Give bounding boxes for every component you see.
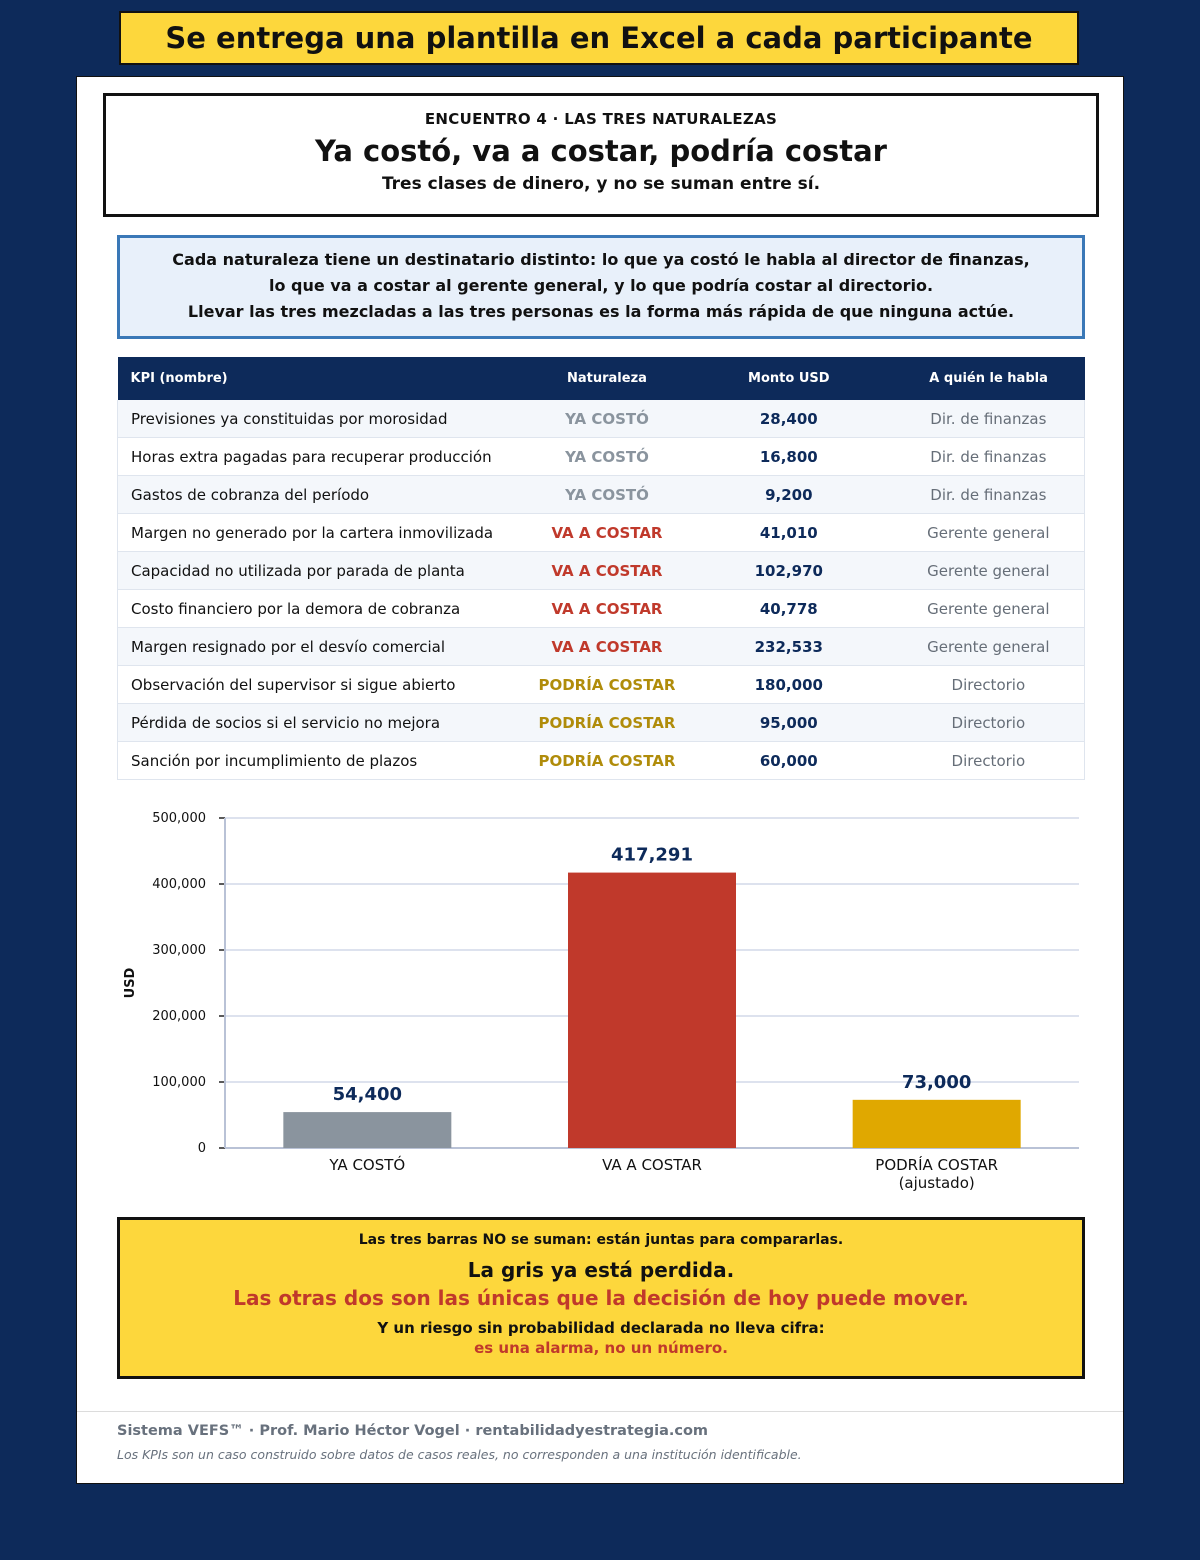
y-tick-label: 500,000 [152,811,206,826]
nature-bar-chart [77,777,1125,1197]
kpi-name-cell: Margen no generado por la cartera inmovilizada [118,514,530,552]
table-row [118,590,1085,628]
amount-cell: 40,778 [685,590,893,628]
bar-value-label: 73,000 [901,1071,972,1093]
amount-cell: 28,400 [685,400,893,438]
kpi-name-cell: Gastos de cobranza del período [118,476,530,514]
x-category-label: YA COSTÓ [329,1156,406,1174]
y-tick-label: 400,000 [152,877,206,892]
amount-cell: 9,200 [685,476,893,514]
nature-cell: PODRÍA COSTAR [529,704,685,742]
header-box [103,93,1099,217]
bar-3 [853,1100,1021,1148]
takeaway-line-4: es una alarma, no un número. [474,1339,728,1357]
nature-cell: VA A COSTAR [529,628,685,666]
y-tick-label: 100,000 [152,1075,206,1090]
audience-cell: Gerente general [893,552,1085,590]
top-banner: Se entrega una plantilla en Excel a cada participante [119,11,1079,65]
takeaway-note: Las tres barras NO se suman: están juntas para compararlas. [358,1232,844,1248]
amount-cell: 180,000 [685,666,893,704]
audience-cell: Gerente general [893,590,1085,628]
y-tick-label: 200,000 [152,1009,206,1024]
footer-disclaimer: Los KPIs son un caso construido sobre datos de casos reales, no corresponden a una institución identificable. [117,1447,802,1462]
column-header-audience: A quién le habla [893,357,1085,400]
takeaway-line-2: Las otras dos son las únicas que la decisión de hoy puede mover. [233,1286,969,1310]
table-row [118,742,1085,780]
audience-cell: Gerente general [893,628,1085,666]
intro-line: Cada naturaleza tiene un destinatario distinto: lo que ya costó le habla al director de finanzas, [172,250,1030,269]
nature-cell: VA A COSTAR [529,552,685,590]
intro-line: lo que va a costar al gerente general, y lo que podría costar al directorio. [268,276,934,295]
kpi-name-cell: Sanción por incumplimiento de plazos [118,742,530,780]
kpi-name-cell: Capacidad no utilizada por parada de planta [118,552,530,590]
footer-credit: Sistema VEFS™ · Prof. Mario Héctor Vogel · rentabilidadyestrategia.com [117,1423,709,1439]
table-row [118,514,1085,552]
kpi-table [117,357,1085,780]
amount-cell: 16,800 [685,438,893,476]
audience-cell: Directorio [893,704,1085,742]
takeaway-line-1: La gris ya está perdida. [467,1258,735,1282]
nature-cell: VA A COSTAR [529,514,685,552]
audience-cell: Directorio [893,742,1085,780]
page-subtitle: Tres clases de dinero, y no se suman entre sí. [381,174,821,194]
nature-cell: PODRÍA COSTAR [529,742,685,780]
audience-cell: Directorio [893,666,1085,704]
intro-box [117,235,1085,339]
kpi-name-cell: Horas extra pagadas para recuperar producción [118,438,530,476]
kpi-name-cell: Previsiones ya constituidas por morosidad [118,400,530,438]
kpi-name-cell: Margen resignado por el desvío comercial [118,628,530,666]
x-category-label: VA A COSTAR [602,1156,702,1174]
x-category-label: (ajustado) [898,1174,975,1192]
kpi-table-body [118,400,1085,780]
column-header-amount: Monto USD [685,357,893,400]
nature-cell: YA COSTÓ [529,400,685,438]
nature-cell: VA A COSTAR [529,590,685,628]
amount-cell: 60,000 [685,742,893,780]
chart-svg [77,777,1125,1197]
x-category-label: PODRÍA COSTAR [875,1156,999,1174]
amount-cell: 102,970 [685,552,893,590]
table-row [118,476,1085,514]
kpi-name-cell: Pérdida de socios si el servicio no mejora [118,704,530,742]
footer-divider [77,1411,1123,1412]
audience-cell: Dir. de finanzas [893,438,1085,476]
amount-cell: 232,533 [685,628,893,666]
bar-value-label: 54,400 [332,1084,403,1106]
table-row [118,666,1085,704]
table-row [118,628,1085,666]
bar-value-label: 417,291 [611,844,693,866]
audience-cell: Gerente general [893,514,1085,552]
bar-1 [283,1112,451,1148]
table-row [118,438,1085,476]
audience-cell: Dir. de finanzas [893,400,1085,438]
audience-cell: Dir. de finanzas [893,476,1085,514]
bar-2 [568,873,736,1148]
intro-line: Llevar las tres mezcladas a las tres personas es la forma más rápida de que ninguna actúe. [187,302,1015,321]
table-header-row [118,357,1085,400]
amount-cell: 41,010 [685,514,893,552]
amount-cell: 95,000 [685,704,893,742]
y-tick-label: 0 [197,1141,206,1156]
table-row [118,704,1085,742]
column-header-nature: Naturaleza [529,357,685,400]
column-header-kpi: KPI (nombre) [118,357,530,400]
kpi-name-cell: Costo financiero por la demora de cobranza [118,590,530,628]
nature-cell: YA COSTÓ [529,476,685,514]
y-axis-label: USD [123,967,138,999]
takeaway-line-3: Y un riesgo sin probabilidad declarada no lleva cifra: [377,1319,825,1337]
kpi-name-cell: Observación del supervisor si sigue abierto [118,666,530,704]
table-row [118,400,1085,438]
nature-cell: YA COSTÓ [529,438,685,476]
takeaway-box [117,1217,1085,1379]
sheet [76,76,1124,1484]
page-title: Ya costó, va a costar, podría costar [315,134,887,168]
header-kicker: ENCUENTRO 4 · LAS TRES NATURALEZAS [424,110,778,128]
y-tick-label: 300,000 [152,943,206,958]
table-row [118,552,1085,590]
nature-cell: PODRÍA COSTAR [529,666,685,704]
